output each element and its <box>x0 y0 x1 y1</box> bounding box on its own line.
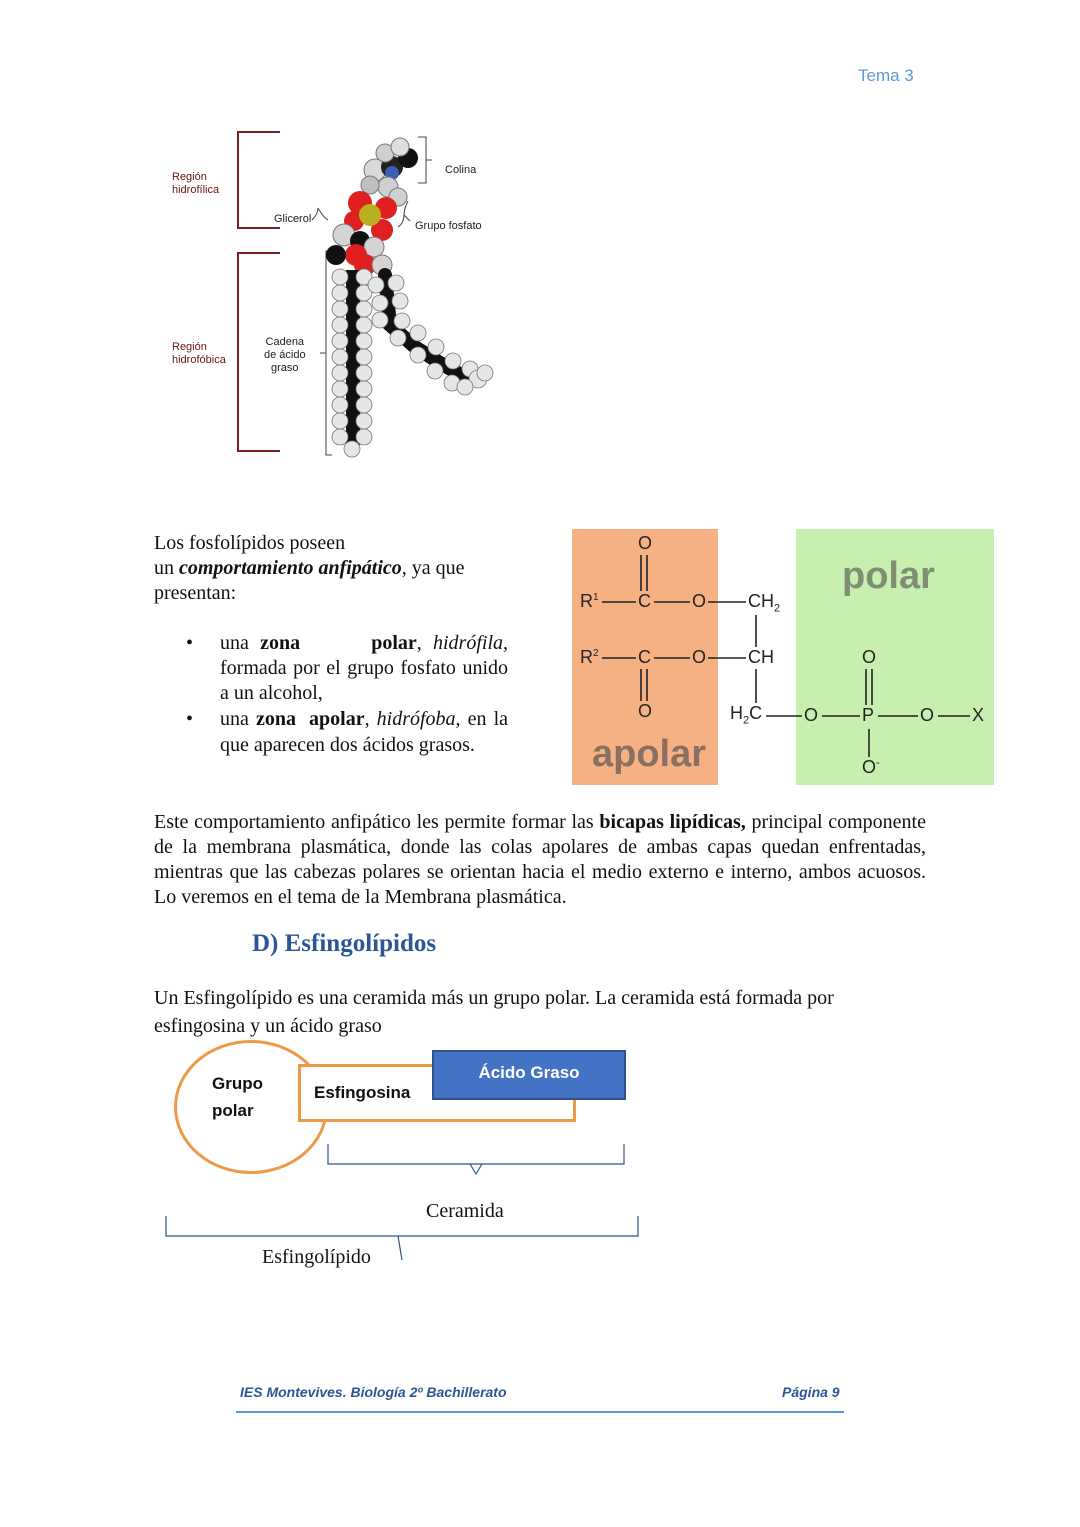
ceramide-label: Ceramida <box>426 1200 504 1222</box>
atom-o2: O <box>692 647 707 667</box>
fatty-acid-label: Ácido Graso <box>478 1063 580 1082</box>
atom-r1: $R^1$ <box>580 591 599 611</box>
atom-o3: O <box>804 705 819 725</box>
polar-group-label: Grupo polar <box>212 1074 263 1120</box>
bullet-apolar-zone: • una zona apolar, hidrófoba, en la que aparecen dos ácidos grasos. <box>154 706 508 758</box>
atom-r2: $R^2$ <box>580 647 599 667</box>
atom-p: P <box>862 705 875 725</box>
choline-label: Colina <box>445 164 477 176</box>
atom-o4: O <box>920 705 935 725</box>
atom-o1: O <box>692 591 707 611</box>
atom-c2: C <box>638 647 651 667</box>
phospholipid-molecule-drawing <box>160 125 520 465</box>
sphingolipid-diagram <box>160 1040 660 1280</box>
section-d-text: Un Esfingolípido es una ceramida más un grupo polar. La ceramida está formada por esfingosina y un ácido graso <box>154 987 834 1037</box>
footer-rule <box>236 1411 844 1413</box>
footer-school: IES Montevives. Biología 2º Bachillerato <box>240 1384 507 1400</box>
phosphate-group-label: Grupo fosfato <box>415 220 482 232</box>
region-hydrophilic-label: Región hidrofílica <box>172 171 220 196</box>
bilayer-paragraph: Este comportamiento anfipático les permite formar las bicapas lipídicas, principal componente de la membrana plasmática, donde las colas apolares de ambas capas quedan enfrentadas, mientras que las cabezas polares se orientan hacia el medio externo e interno, ambos acuosos. Lo veremos en el tema de la Membrana plasmática. <box>154 811 926 908</box>
amphipathic-intro: Los fosfolípidos poseen un comportamiento anfipático, ya que presentan: <box>154 532 465 604</box>
phospholipid-structure-diagram <box>572 529 994 785</box>
amphipathic-bullets <box>154 631 508 758</box>
sphingosine-label: Esfingosina <box>314 1083 411 1102</box>
section-d-heading: D) Esfingolípidos <box>252 930 437 957</box>
atom-ch: CH <box>748 647 774 667</box>
atom-h2c: $H_2C$ <box>730 703 763 727</box>
header-tema: Tema 3 <box>858 66 914 85</box>
atom-o-minus: O- <box>862 757 880 777</box>
region-hydrophobic-label: Región hidrofóbica <box>172 341 226 366</box>
bullet-polar-zone: • una zona polar, hidrófila, formada por el grupo fosfato unido a un alcohol, <box>154 631 508 706</box>
fatty-acid-chain-label: Cadena de ácido graso <box>264 336 306 374</box>
atom-ch2: $CH_2$ <box>748 591 781 615</box>
atom-o-p-top: O <box>862 647 877 667</box>
atom-o-bottom: O <box>638 701 653 721</box>
atom-c1: C <box>638 591 651 611</box>
atom-x: X <box>972 705 985 725</box>
atom-o-top: O <box>638 533 653 553</box>
glycerol-label: Glicerol <box>274 213 312 225</box>
polar-label: polar <box>842 555 935 597</box>
phospholipid-figure <box>160 125 520 465</box>
chem-bonds <box>572 529 994 785</box>
sphingolipid-label: Esfingolípido <box>262 1246 371 1268</box>
footer-page-number: Página 9 <box>782 1384 840 1400</box>
apolar-label: apolar <box>592 733 707 775</box>
